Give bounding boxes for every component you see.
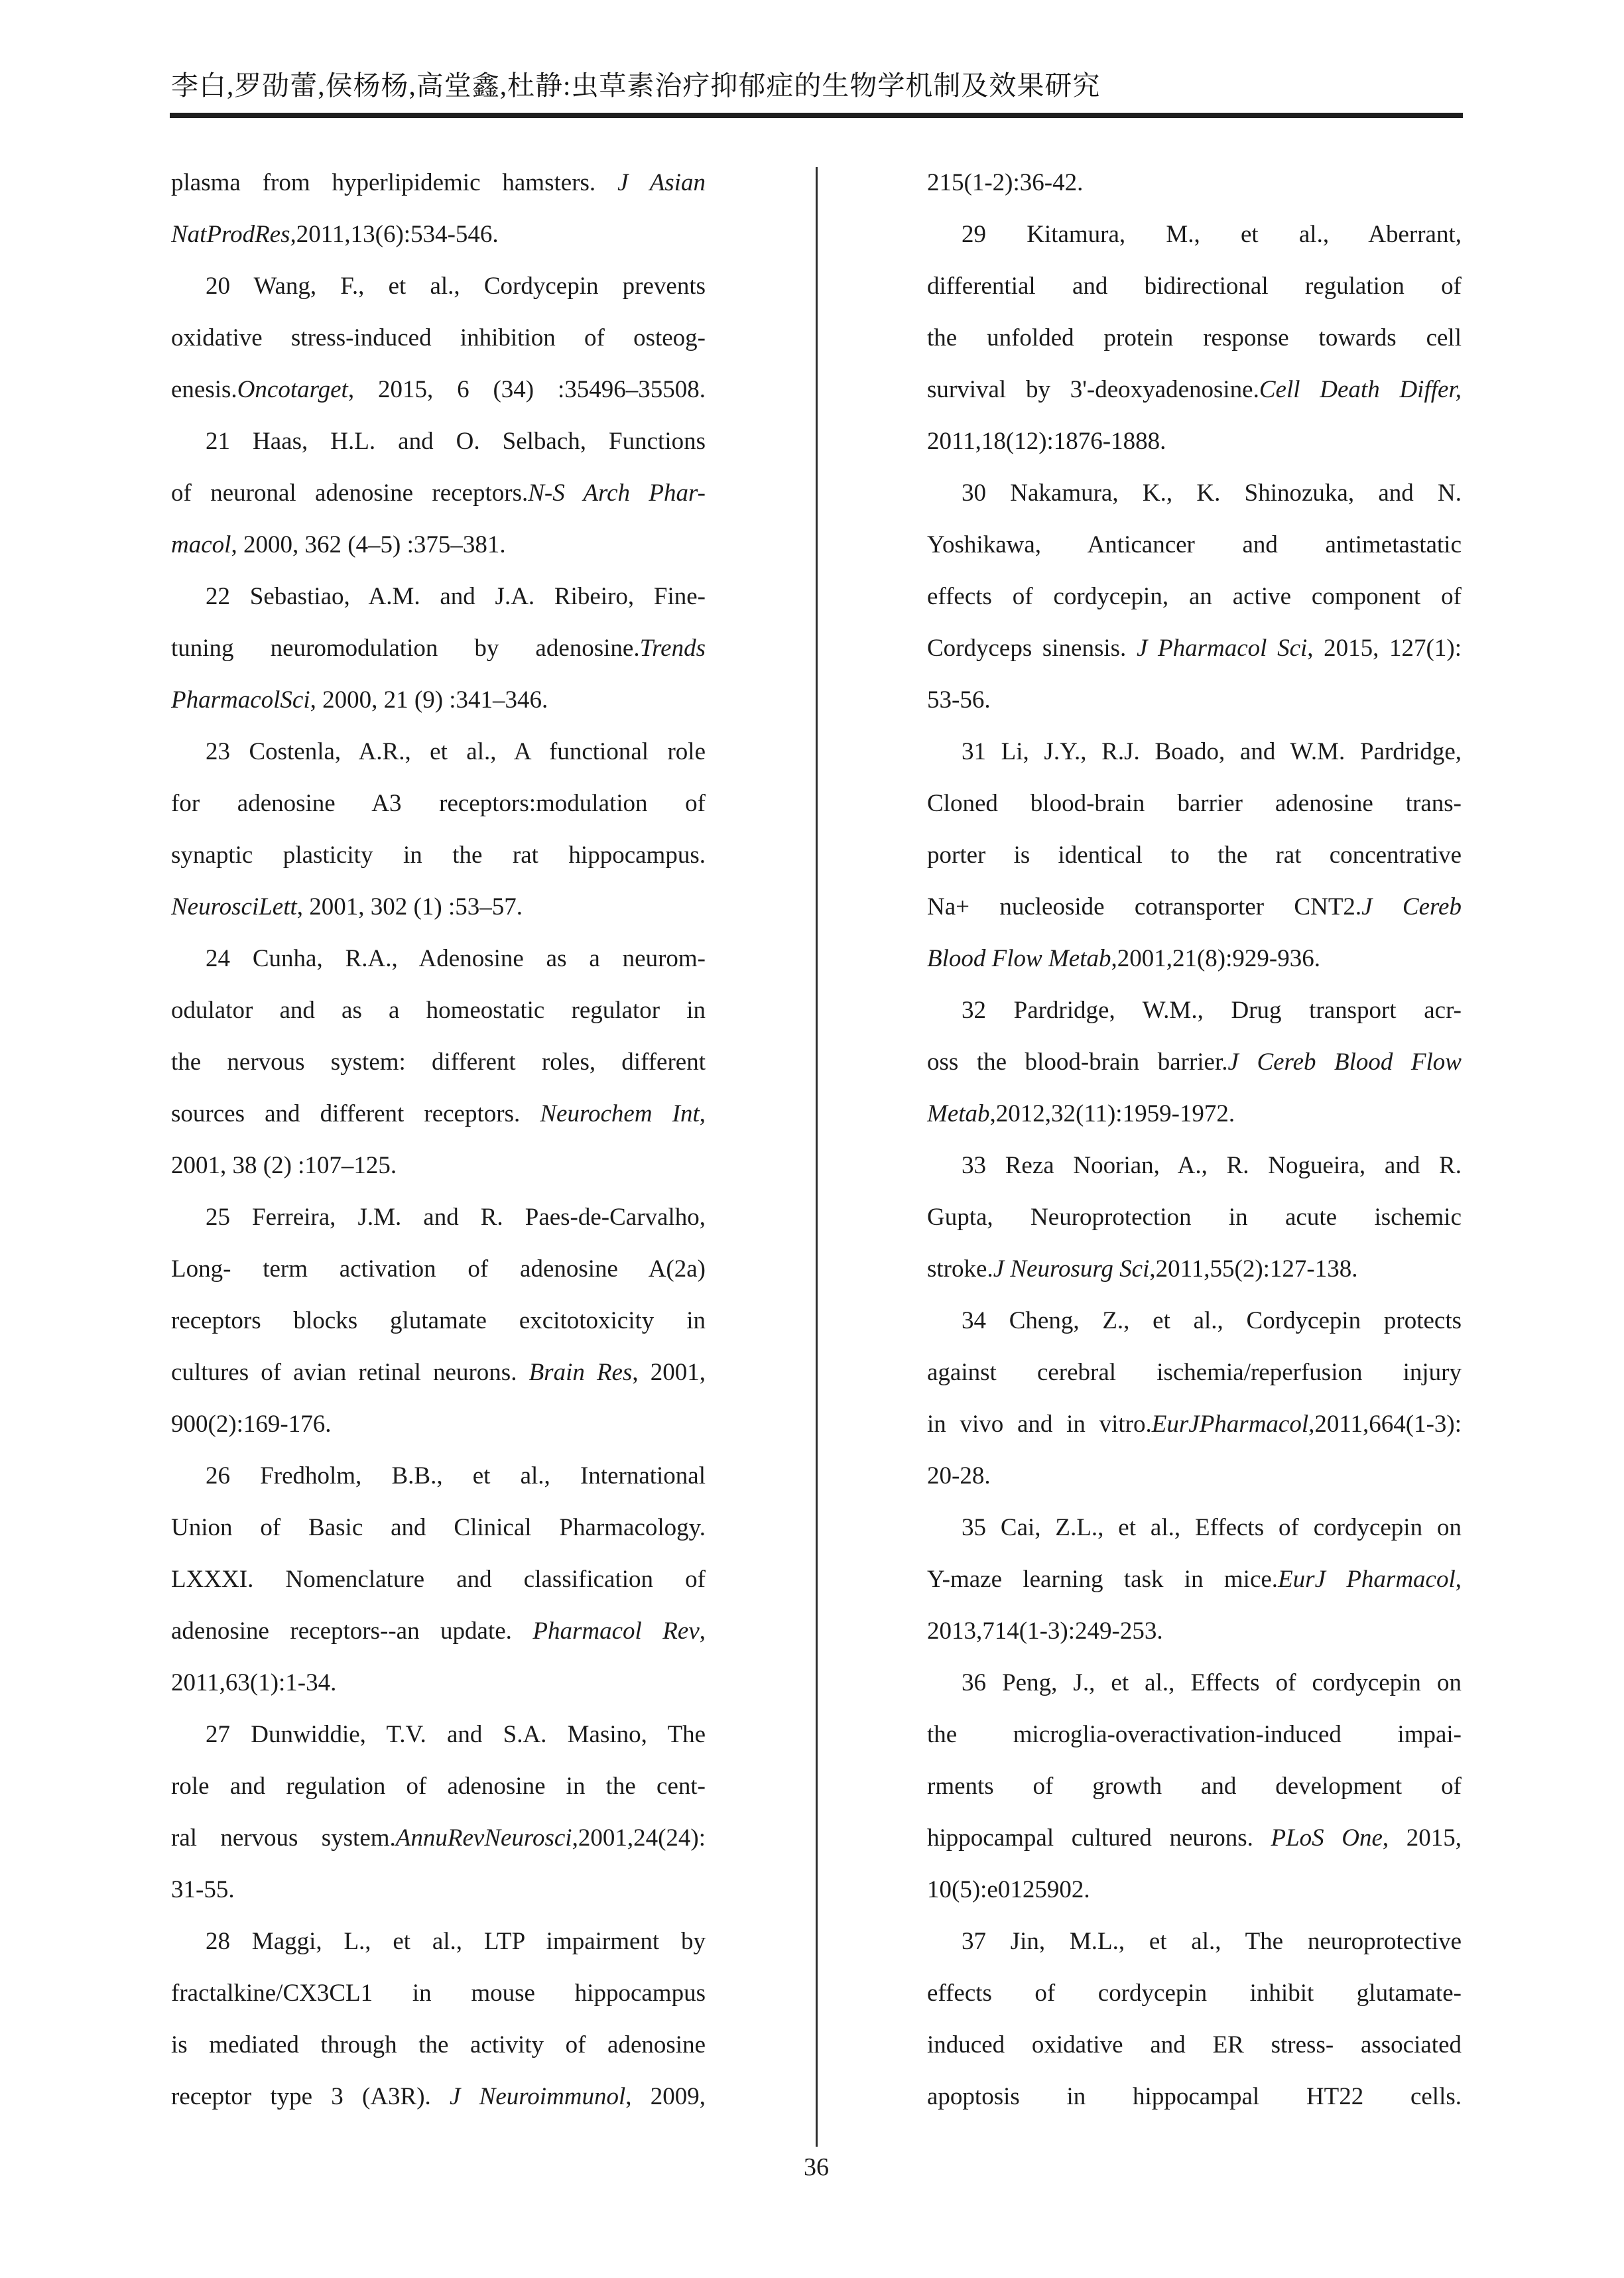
reference-line	[171, 1554, 706, 1606]
reference-line	[927, 985, 1462, 1037]
reference-line	[927, 1968, 1462, 2019]
page-number: 36	[804, 2153, 829, 2181]
reference-text: 2001, 38 (2) :107–125.	[171, 1152, 397, 1179]
journal-name-italic: NatProdRes,	[171, 221, 296, 248]
journal-name-italic: J Cereb Blood Flow	[1227, 1048, 1462, 1076]
reference-line	[171, 468, 706, 519]
reference-line	[927, 1088, 1462, 1140]
reference-text: 23 Costenla, A.R., et al., A functional role	[206, 738, 706, 765]
reference-line	[927, 830, 1462, 881]
references-column-right	[927, 157, 1462, 2123]
reference-text: 21 Haas, H.L. and O. Selbach, Functions	[206, 428, 706, 455]
reference-line	[927, 1399, 1462, 1450]
reference-line	[171, 830, 706, 881]
reference-line	[171, 1450, 706, 1502]
reference-line	[927, 2071, 1462, 2123]
journal-name-italic: N-S Arch Phar-	[528, 479, 706, 507]
reference-text: the unfolded protein response towards cell	[927, 324, 1462, 351]
reference-line	[171, 2071, 706, 2123]
reference-text: 34 Cheng, Z., et al., Cordycepin protects	[962, 1307, 1462, 1334]
reference-line	[171, 1761, 706, 1812]
reference-text: 20 Wang, F., et al., Cordycepin prevents	[206, 273, 706, 300]
reference-line	[927, 1502, 1462, 1554]
reference-line	[927, 1606, 1462, 1657]
reference-text: , 2009,	[625, 2083, 706, 2110]
journal-name-italic: macol	[171, 531, 231, 558]
reference-line	[171, 416, 706, 468]
reference-text: Gupta, Neuroprotection in acute ischemic	[927, 1204, 1462, 1231]
reference-line	[171, 1347, 706, 1399]
reference-line	[927, 1450, 1462, 1502]
reference-text: 900(2):169-176.	[171, 1411, 332, 1438]
reference-text: stroke.	[927, 1255, 993, 1283]
reference-text: Union of Basic and Clinical Pharmacology.	[171, 1514, 706, 1541]
journal-name-italic: EurJPharmacol,	[1151, 1411, 1315, 1438]
reference-text: ,2001,24(24):	[572, 1824, 706, 1852]
reference-line	[927, 209, 1462, 261]
reference-line	[171, 312, 706, 364]
reference-line	[171, 1968, 706, 2019]
reference-text: the nervous system: different roles, different	[171, 1048, 706, 1076]
reference-line	[171, 261, 706, 312]
reference-text: ,	[699, 1100, 706, 1127]
reference-text: , 2015, 6 (34) :35496–35508.	[347, 376, 706, 403]
reference-text: Yoshikawa, Anticancer and antimetastatic	[927, 531, 1462, 558]
reference-line	[927, 364, 1462, 416]
reference-line	[927, 468, 1462, 519]
reference-line	[927, 1554, 1462, 1606]
reference-text: ,	[699, 1617, 706, 1645]
reference-line	[927, 1347, 1462, 1399]
reference-text: 10(5):e0125902.	[927, 1876, 1090, 1903]
reference-line	[927, 571, 1462, 623]
journal-name-italic: AnnuRevNeurosci	[395, 1824, 572, 1852]
reference-text: 53-56.	[927, 686, 991, 714]
reference-line	[171, 1192, 706, 1243]
reference-line	[927, 416, 1462, 468]
reference-text: plasma from hyperlipidemic hamsters.	[171, 169, 618, 196]
reference-line	[171, 1916, 706, 1968]
journal-name-italic: Blood Flow Metab	[927, 945, 1111, 972]
reference-line	[171, 1864, 706, 1916]
reference-text: is mediated through the activity of adenosine	[171, 2031, 706, 2058]
reference-line	[927, 1140, 1462, 1192]
reference-line	[171, 1502, 706, 1554]
reference-line	[171, 1243, 706, 1295]
journal-name-italic: J Neurosurg Sci	[993, 1255, 1150, 1283]
reference-line	[171, 1606, 706, 1657]
journal-name-italic: Brain Res	[529, 1359, 633, 1386]
reference-line	[171, 778, 706, 830]
journal-name-italic: J Asian	[617, 169, 706, 196]
reference-text: Cloned blood-brain barrier adenosine trans-	[927, 790, 1462, 817]
reference-text: enesis.	[171, 376, 237, 403]
running-header-title: 李白,罗劭蕾,侯杨杨,高堂鑫,杜静:虫草素治疗抑郁症的生物学机制及效果研究	[171, 70, 1101, 101]
reference-text: 2011,664(1-3):	[1314, 1411, 1462, 1438]
reference-text: ,	[1455, 1566, 1462, 1593]
reference-text: Long- term activation of adenosine A(2a)	[171, 1255, 706, 1283]
reference-text: 36 Peng, J., et al., Effects of cordycepin on	[962, 1669, 1462, 1696]
reference-text: sources and different receptors.	[171, 1100, 540, 1127]
reference-text: effects of cordycepin inhibit glutamate-	[927, 1980, 1462, 2007]
reference-line	[171, 985, 706, 1037]
reference-text: oxidative stress-induced inhibition of osteog-	[171, 324, 706, 351]
reference-text: ral nervous system.	[171, 1824, 396, 1852]
reference-line	[171, 1295, 706, 1347]
reference-text: , 2015, 127(1):	[1307, 635, 1462, 662]
reference-text: LXXXI. Nomenclature and classification of	[171, 1566, 706, 1593]
reference-text: 215(1-2):36-42.	[927, 169, 1084, 196]
reference-text: receptors blocks glutamate excitotoxicity in	[171, 1307, 706, 1334]
reference-text: in vivo and in vitro.	[927, 1411, 1152, 1438]
journal-name-italic: Trends	[639, 635, 706, 662]
reference-line	[927, 261, 1462, 312]
reference-text: 20-28.	[927, 1462, 991, 1489]
reference-text: 26 Fredholm, B.B., et al., International	[206, 1462, 706, 1489]
reference-text: , 2000, 362 (4–5) :375–381.	[231, 531, 506, 558]
reference-line	[171, 2019, 706, 2071]
reference-line	[927, 778, 1462, 830]
reference-line	[927, 157, 1462, 209]
reference-line	[171, 1812, 706, 1864]
reference-line	[927, 1761, 1462, 1812]
journal-name-italic: J Neuroimmunol	[450, 2083, 626, 2110]
reference-text: 33 Reza Noorian, A., R. Nogueira, and R.	[962, 1152, 1462, 1179]
reference-line	[927, 1864, 1462, 1916]
reference-line	[171, 1140, 706, 1192]
reference-line	[171, 157, 706, 209]
reference-text: Cordyceps sinensis.	[927, 635, 1137, 662]
reference-line	[171, 881, 706, 933]
reference-text: fractalkine/CX3CL1 in mouse hippocampus	[171, 1980, 706, 2007]
reference-text: 24 Cunha, R.A., Adenosine as a neurom-	[206, 945, 706, 972]
reference-line	[171, 364, 706, 416]
reference-line	[927, 312, 1462, 364]
reference-text: differential and bidirectional regulation of	[927, 273, 1462, 300]
reference-text: 35 Cai, Z.L., et al., Effects of cordycepin on	[962, 1514, 1462, 1541]
header-rule	[170, 113, 1463, 118]
reference-text: 31-55.	[171, 1876, 235, 1903]
reference-text: 2011,13(6):534-546.	[296, 221, 499, 248]
reference-line	[171, 933, 706, 985]
reference-text: oss the blood-brain barrier.	[927, 1048, 1228, 1076]
reference-text: ,2011,55(2):127-138.	[1149, 1255, 1358, 1283]
reference-text: , 2001, 302 (1) :53–57.	[296, 893, 523, 920]
reference-text: 28 Maggi, L., et al., LTP impairment by	[206, 1928, 706, 1955]
reference-line	[171, 1037, 706, 1088]
reference-text: cultures of avian retinal neurons.	[171, 1359, 529, 1386]
journal-name-italic: Pharmacol Rev	[532, 1617, 700, 1645]
reference-text: 2013,714(1-3):249-253.	[927, 1617, 1163, 1645]
reference-line	[927, 623, 1462, 674]
journal-name-italic: PLoS One	[1271, 1824, 1383, 1852]
journal-name-italic: EurJ Pharmacol	[1278, 1566, 1456, 1593]
journal-name-italic: PharmacolSci	[171, 686, 310, 714]
reference-text: , 2001,	[632, 1359, 706, 1386]
reference-line	[171, 1399, 706, 1450]
reference-text: 22 Sebastiao, A.M. and J.A. Ribeiro, Fine-	[206, 583, 706, 610]
reference-line	[927, 933, 1462, 985]
reference-text: induced oxidative and ER stress- associated	[927, 2031, 1462, 2058]
reference-line	[171, 674, 706, 726]
journal-name-italic: Oncotarget	[237, 376, 348, 403]
reference-text: hippocampal cultured neurons.	[927, 1824, 1271, 1852]
reference-text: 37 Jin, M.L., et al., The neuroprotective	[962, 1928, 1462, 1955]
column-divider	[816, 167, 818, 2147]
reference-text: , 2015,	[1382, 1824, 1462, 1852]
reference-line	[927, 881, 1462, 933]
reference-line	[927, 2019, 1462, 2071]
reference-text: tuning neuromodulation by adenosine.	[171, 635, 640, 662]
reference-line	[927, 1037, 1462, 1088]
journal-name-italic: Cell Death Differ,	[1259, 376, 1462, 403]
reference-text: 30 Nakamura, K., K. Shinozuka, and N.	[962, 479, 1462, 507]
reference-line	[171, 571, 706, 623]
reference-line	[927, 674, 1462, 726]
reference-line	[171, 623, 706, 674]
reference-line	[927, 1916, 1462, 1968]
reference-text: effects of cordycepin, an active component of	[927, 583, 1462, 610]
reference-line	[171, 209, 706, 261]
reference-line	[171, 1657, 706, 1709]
reference-text: , 2000, 21 (9) :341–346.	[310, 686, 548, 714]
reference-text: ,2001,21(8):929-936.	[1111, 945, 1320, 972]
journal-name-italic: Metab	[927, 1100, 990, 1127]
journal-name-italic: Neurochem Int	[540, 1100, 700, 1127]
reference-line	[927, 726, 1462, 778]
reference-text: porter is identical to the rat concentrative	[927, 842, 1462, 869]
reference-text: rments of growth and development of	[927, 1773, 1462, 1800]
journal-name-italic: NeurosciLett	[171, 893, 297, 920]
reference-text: 27 Dunwiddie, T.V. and S.A. Masino, The	[206, 1721, 706, 1748]
reference-text: 29 Kitamura, M., et al., Aberrant,	[962, 221, 1462, 248]
reference-line	[927, 1812, 1462, 1864]
reference-line	[927, 1295, 1462, 1347]
reference-line	[927, 519, 1462, 571]
references-column-left	[171, 157, 706, 2123]
journal-name-italic: J Cereb	[1361, 893, 1462, 920]
reference-text: 31 Li, J.Y., R.J. Boado, and W.M. Pardridge,	[962, 738, 1462, 765]
reference-text: receptor type 3 (A3R).	[171, 2083, 450, 2110]
reference-line	[927, 1657, 1462, 1709]
reference-text: the microglia-overactivation-induced impai-	[927, 1721, 1462, 1748]
reference-line	[171, 726, 706, 778]
reference-text: against cerebral ischemia/reperfusion injury	[927, 1359, 1462, 1386]
reference-text: Y-maze learning task in mice.	[927, 1566, 1279, 1593]
reference-line	[171, 1088, 706, 1140]
reference-text: survival by 3'-deoxyadenosine.	[927, 376, 1259, 403]
reference-text: for adenosine A3 receptors:modulation of	[171, 790, 706, 817]
reference-line	[927, 1243, 1462, 1295]
reference-text: role and regulation of adenosine in the cent-	[171, 1773, 706, 1800]
reference-text: ,2012,32(11):1959-1972.	[989, 1100, 1235, 1127]
reference-line	[927, 1192, 1462, 1243]
reference-text: 2011,63(1):1-34.	[171, 1669, 337, 1696]
reference-text: synaptic plasticity in the rat hippocampus.	[171, 842, 706, 869]
reference-text: 2011,18(12):1876-1888.	[927, 428, 1166, 455]
reference-line	[171, 519, 706, 571]
reference-text: apoptosis in hippocampal HT22 cells.	[927, 2083, 1462, 2110]
reference-line	[171, 1709, 706, 1761]
reference-text: Na+ nucleoside cotransporter CNT2.	[927, 893, 1362, 920]
journal-name-italic: J Pharmacol Sci	[1136, 635, 1308, 662]
reference-text: odulator and as a homeostatic regulator in	[171, 997, 706, 1024]
reference-text: 32 Pardridge, W.M., Drug transport acr-	[962, 997, 1462, 1024]
reference-line	[927, 1709, 1462, 1761]
reference-text: 25 Ferreira, J.M. and R. Paes-de-Carvalho,	[206, 1204, 706, 1231]
reference-text: adenosine receptors--an update.	[171, 1617, 533, 1645]
reference-text: of neuronal adenosine receptors.	[171, 479, 529, 507]
